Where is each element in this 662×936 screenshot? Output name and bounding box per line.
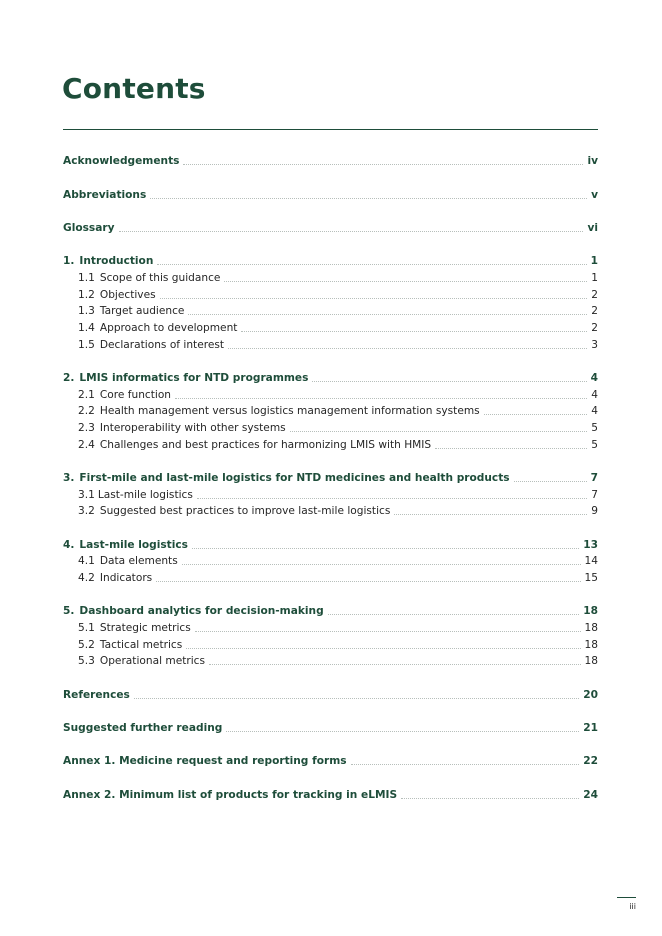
toc-entry-approach[interactable] (78, 321, 598, 335)
toc-entry-references[interactable] (63, 688, 598, 702)
leader-dots (119, 231, 584, 232)
toc-entry-page: 21 (583, 722, 598, 734)
toc-entry-page: 18 (584, 622, 598, 634)
toc-entry-label: LMIS informatics for NTD programmes (79, 372, 309, 384)
toc-entry-tactical-metrics[interactable] (78, 638, 598, 652)
toc-entry-label: Objectives (99, 289, 156, 301)
toc-entry-further-reading[interactable] (63, 721, 598, 735)
leader-dots (156, 581, 580, 582)
toc-entry-label: Interoperability with other systems (99, 422, 286, 434)
toc-entry-page: 18 (584, 655, 598, 667)
toc-entry-page: 9 (591, 505, 598, 517)
toc-entry-number: 2.2 (78, 405, 95, 417)
toc-entry-page: 1 (591, 272, 598, 284)
toc-entry-scope[interactable] (78, 271, 598, 285)
toc-entry-hmis-vs-lmis[interactable] (78, 404, 598, 418)
toc-entry-label: Target audience (99, 305, 185, 317)
toc-entry-annex-1[interactable] (63, 754, 598, 768)
toc-entry-abbreviations[interactable] (63, 188, 598, 202)
toc-entry-indicators[interactable] (78, 571, 598, 585)
toc-entry-page: 2 (591, 289, 598, 301)
toc-entry-last-mile-logistics-3-1[interactable] (78, 488, 598, 502)
toc-entry-interoperability[interactable] (78, 421, 598, 435)
leader-dots (224, 281, 587, 282)
toc-entry-label: References (63, 689, 130, 701)
toc-entry-label: Suggested further reading (63, 722, 223, 734)
footer-page-number: iii (629, 902, 636, 911)
leader-dots (226, 731, 579, 732)
toc-entry-number: 2.1 (78, 389, 95, 401)
toc-entry-number: 2.3 (78, 422, 95, 434)
toc-entry-label: Introduction (79, 255, 154, 267)
toc-entry-label: Challenges and best practices for harmonizing LMIS with HMIS (99, 439, 432, 451)
toc-entry-label: Core function (99, 389, 172, 401)
toc-entry-target-audience[interactable] (78, 304, 598, 318)
leader-dots (186, 648, 580, 649)
toc-entry-annex-2[interactable] (63, 788, 598, 802)
toc-entry-number: 4.1 (78, 555, 95, 567)
leader-dots (290, 431, 588, 432)
toc-entry-page: 2 (591, 305, 598, 317)
leader-dots (188, 314, 587, 315)
toc-entry-label: Last-mile logistics (97, 489, 193, 501)
toc-entry-label: Suggested best practices to improve last-mile logistics (99, 505, 391, 517)
toc-entry-number: 1.1 (78, 272, 95, 284)
toc-entry-label: Tactical metrics (99, 639, 183, 651)
leader-dots (312, 381, 586, 382)
toc-entry-page: 24 (583, 789, 598, 801)
toc-entry-page: iv (587, 155, 598, 167)
toc-entry-number: 4. (63, 539, 75, 551)
toc-entry-challenges[interactable] (78, 438, 598, 452)
toc-entry-number: 3.1 (78, 489, 95, 501)
toc-entry-introduction[interactable] (63, 254, 598, 268)
page-title: Contents (62, 72, 206, 105)
toc-entry-page: 18 (584, 639, 598, 651)
toc-entry-page: 2 (591, 322, 598, 334)
toc-entry-label: Strategic metrics (99, 622, 191, 634)
toc-entry-page: v (591, 189, 598, 201)
toc-entry-number: 1.5 (78, 339, 95, 351)
leader-dots (328, 614, 580, 615)
toc-entry-data-elements[interactable] (78, 554, 598, 568)
leader-dots (183, 164, 583, 165)
leader-dots (197, 498, 587, 499)
toc-entry-label: Dashboard analytics for decision-making (79, 605, 324, 617)
toc-entry-label: Glossary (63, 222, 115, 234)
toc-entry-label: Health management versus logistics management information systems (99, 405, 480, 417)
toc-entry-first-last-mile[interactable] (63, 471, 598, 485)
toc-entry-page: 7 (591, 489, 598, 501)
toc-entry-declarations[interactable] (78, 338, 598, 352)
toc-entry-label: Operational metrics (99, 655, 206, 667)
leader-dots (150, 198, 587, 199)
leader-dots (514, 481, 587, 482)
toc-entry-label: Annex 2. Minimum list of products for tracking in eLMIS (63, 789, 398, 801)
toc-entry-page: 22 (583, 755, 598, 767)
toc-entry-page: 13 (583, 539, 598, 551)
leader-dots (484, 414, 588, 415)
toc-entry-page: 4 (590, 372, 598, 384)
leader-dots (401, 798, 579, 799)
toc-entry-glossary[interactable] (63, 221, 598, 235)
toc-entry-page: 5 (591, 422, 598, 434)
leader-dots (241, 331, 587, 332)
toc-entry-label: First-mile and last-mile logistics for NTD medicines and health products (79, 472, 510, 484)
title-rule (63, 129, 598, 130)
toc-entry-number: 3.2 (78, 505, 95, 517)
toc-entry-number: 5. (63, 605, 75, 617)
toc-entry-number: 5.3 (78, 655, 95, 667)
toc-entry-dashboard-analytics[interactable] (63, 604, 598, 618)
toc-entry-page: 4 (591, 405, 598, 417)
leader-dots (192, 548, 579, 549)
leader-dots (394, 514, 587, 515)
toc-entry-number: 4.2 (78, 572, 95, 584)
toc-entry-number: 1.2 (78, 289, 95, 301)
leader-dots (157, 264, 586, 265)
leader-dots (351, 764, 580, 765)
toc-entry-label: Acknowledgements (63, 155, 180, 167)
toc-entry-label: Scope of this guidance (99, 272, 221, 284)
toc-entry-label: Data elements (99, 555, 178, 567)
toc-entry-core-function[interactable] (78, 388, 598, 402)
leader-dots (134, 698, 579, 699)
toc-entry-number: 5.1 (78, 622, 95, 634)
leader-dots (195, 631, 581, 632)
leader-dots (175, 398, 587, 399)
toc-entry-page: 1 (590, 255, 598, 267)
toc-entry-page: 7 (590, 472, 598, 484)
toc-entry-page: 15 (584, 572, 598, 584)
toc-entry-last-mile-logistics-4[interactable] (63, 538, 598, 552)
toc-entry-number: 1.4 (78, 322, 95, 334)
toc-entry-page: vi (587, 222, 598, 234)
footer-rule (617, 897, 636, 898)
toc-entry-number: 5.2 (78, 639, 95, 651)
toc-entry-page: 20 (583, 689, 598, 701)
toc-entry-number: 1. (63, 255, 75, 267)
toc-entry-strategic-metrics[interactable] (78, 621, 598, 635)
toc-entry-number: 1.3 (78, 305, 95, 317)
toc-entry-best-practices[interactable] (78, 504, 598, 518)
toc-entry-number: 2. (63, 372, 75, 384)
toc-entry-label: Approach to development (99, 322, 238, 334)
toc-entry-page: 3 (591, 339, 598, 351)
leader-dots (209, 664, 580, 665)
toc-entry-number: 2.4 (78, 439, 95, 451)
leader-dots (435, 448, 587, 449)
toc-entry-objectives[interactable] (78, 288, 598, 302)
toc-entry-page: 4 (591, 389, 598, 401)
toc-entry-page: 5 (591, 439, 598, 451)
toc-entry-label: Abbreviations (63, 189, 147, 201)
leader-dots (228, 348, 587, 349)
toc-entry-page: 18 (583, 605, 598, 617)
toc-entry-number: 3. (63, 472, 75, 484)
toc-entry-acknowledgements[interactable] (63, 154, 598, 168)
toc-entry-operational-metrics[interactable] (78, 654, 598, 668)
toc-entry-label: Indicators (99, 572, 153, 584)
toc-entry-label: Last-mile logistics (79, 539, 188, 551)
toc-entry-lmis-informatics[interactable] (63, 371, 598, 385)
toc-entry-label: Declarations of interest (99, 339, 225, 351)
leader-dots (182, 564, 581, 565)
toc-entry-label: Annex 1. Medicine request and reporting forms (63, 755, 347, 767)
leader-dots (160, 298, 588, 299)
toc-entry-page: 14 (584, 555, 598, 567)
